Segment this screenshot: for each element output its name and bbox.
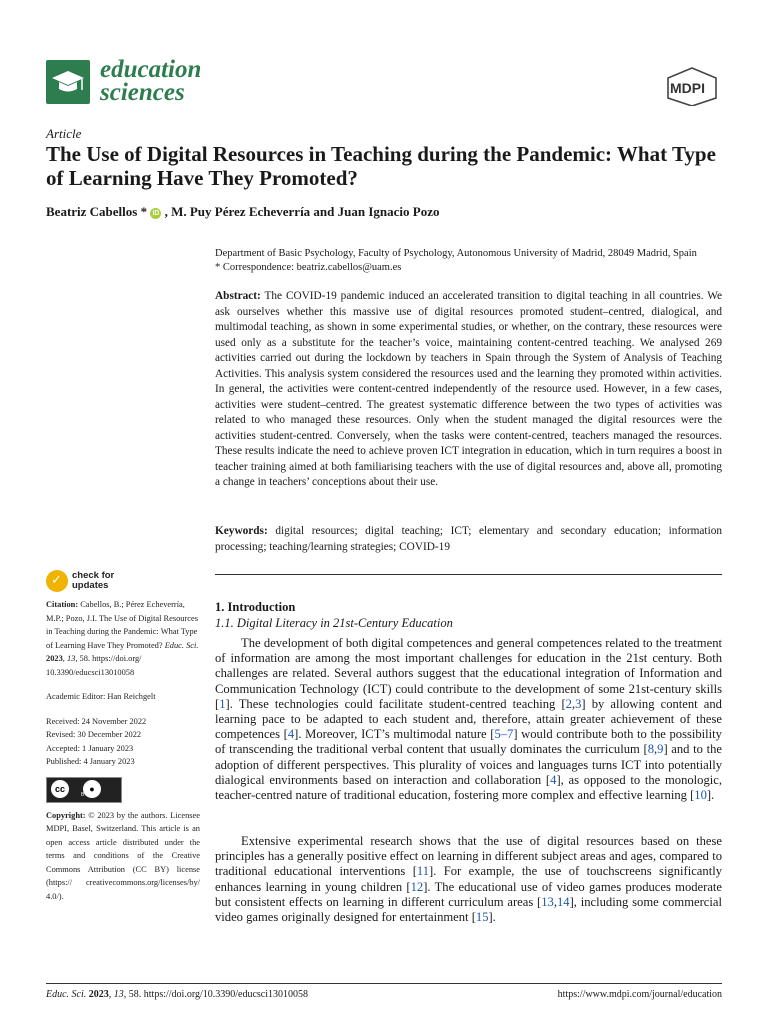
section-heading: 1. Introduction <box>215 600 296 614</box>
journal-name-line2: sciences <box>100 79 185 106</box>
reference-link[interactable]: 3 <box>575 696 582 711</box>
check-for-updates-button[interactable] <box>46 570 136 596</box>
abstract-text: The COVID-19 pandemic induced an accelerated transition to digital teaching in all countries. We ask ourselves whether this massive use of digital resources promoted student–centred, dialogical, and multimodal teaching, as shown in some experimental studies, or whether, on the contrary, these resources were used only as a substitute for the teacher’s voice, maintaining content-centred teaching. We analysed 269 activities carried out during the lockdown by teachers in Spain through the System of Analysis of Teaching Activities. This analysis system considered the resources used and the learning they promoted within activities. In general, the activities were content-centred independently of the resource used. However, in a few cases, activities were student–centred. The greatest systematic difference between the two types of activities was related to who managed these resources. Only when the student managed the digital resources were the activities student-centred. Conversely, when the tasks were content-centred, teachers managed the resources. These results indicate the need to achieve proven ICT integration in education, which in turn requires a boost in teacher training aimed at both familiarising teachers with the use of digital resources and, above all, promoting a change in teachers’ conceptions about their use. <box>215 290 722 488</box>
author-names-rest: , M. Puy Pérez Echeverría and Juan Ignacio Pozo <box>164 204 440 219</box>
reference-link[interactable]: 14 <box>557 894 570 909</box>
author-name: Beatriz Cabellos * <box>46 204 148 219</box>
accepted-date: Accepted: 1 January 2023 <box>46 743 134 753</box>
reference-link[interactable]: 1 <box>219 696 226 711</box>
check-updates-line2: updates <box>72 580 109 591</box>
subsection-heading: 1.1. Digital Literacy in 21st-Century Education <box>215 616 453 630</box>
sidebar <box>46 598 200 903</box>
revised-date: Revised: 30 December 2022 <box>46 730 142 739</box>
footer-doi-link[interactable]: , 58. https://doi.org/10.3390/educsci13010058 <box>123 989 309 1000</box>
affiliation: Department of Basic Psychology, Faculty of Psychology, Autonomous University of Madrid, 28049 Madrid, Spain <box>215 248 697 259</box>
received-date: Received: 24 November 2022 <box>46 716 147 726</box>
journal-logo[interactable] <box>46 58 226 108</box>
article-title: The Use of Digital Resources in Teaching during the Pandemic: What Type of Learning Have They Promoted? <box>46 142 716 190</box>
mdpi-logo[interactable] <box>664 66 720 106</box>
citation-year: 2023 <box>46 654 63 663</box>
affiliation-block <box>215 247 735 275</box>
footer-volume: 13 <box>113 989 124 1000</box>
reference-link[interactable]: 4 <box>550 772 557 787</box>
copyright <box>46 809 200 904</box>
divider <box>215 574 722 575</box>
citation-volume: 13 <box>66 654 76 663</box>
citation: Citation: Cabellos, B.; Pérez Echeverría, M.P.; Pozo, J.I. The Use of Digital Resources in Teaching during the Pandemic: What Type of Learning Have They Promoted? Educ. Sci. 2023, 13, 58. https://doi.org/ 10.3390/educsci13010058 <box>46 600 199 677</box>
copyright-label: Copyright: <box>46 810 86 820</box>
correspondence: * Correspondence: beatriz.cabellos@uam.es <box>215 262 402 273</box>
reference-link[interactable]: 8 <box>647 742 654 757</box>
keywords <box>215 524 722 555</box>
article-type: Article <box>46 126 82 141</box>
reference-link[interactable]: 5–7 <box>494 727 514 742</box>
reference-link[interactable]: 15 <box>475 910 489 925</box>
reference-link[interactable]: 12 <box>410 879 424 894</box>
cc-by-license-icon[interactable] <box>46 777 122 803</box>
copyright-text: © 2023 by the authors. Licensee MDPI, Basel, Switzerland. This article is an open access article distributed under the terms and conditions of the Creative Commons Attribution (CC BY) license (https:// creativecommons.org/licenses/by/ 4.0/). <box>46 810 200 901</box>
mdpi-text: MDPI <box>670 80 705 96</box>
footer-divider <box>46 983 722 984</box>
keywords-label: Keywords: <box>215 525 268 537</box>
reference-link[interactable]: 4 <box>287 727 295 742</box>
graduation-cap-icon <box>46 60 90 104</box>
footer-citation: Educ. Sci. 2023, 13, 58. https://doi.org/10.3390/educsci13010058 <box>46 989 309 1000</box>
by-label: BY <box>81 792 88 798</box>
reference-link[interactable]: 2 <box>565 696 572 711</box>
published-date: Published: 4 January 2023 <box>46 757 135 766</box>
body-paragraph: Extensive experimental research shows that the use of digital resources based on these principles has a generally positive effect on learning in different subject areas and ages, compared to traditional educational interventions [11]. For example, the use of touchscreens significantly enhances learning in young children [12]. The educational use of video games produces moderate but consistent effects on learning in different curriculum areas [13,14], including some commercial video games originally designed for entertainment [15]. <box>215 834 723 925</box>
check-updates-text <box>72 571 114 591</box>
academic-editor: Academic Editor: Han Reichgelt <box>46 692 156 701</box>
citation-doi[interactable]: , 58. https://doi.org/ 10.3390/educsci13010058 <box>46 654 142 677</box>
citation-text: Cabellos, B.; Pérez Echeverría, M.P.; Pozo, J.I. The Use of Digital Resources in Teaching during the Pandemic: What Type of Learning Have They Promoted? <box>46 600 198 650</box>
checkmark-icon: ✓ <box>46 570 68 592</box>
keywords-text: digital resources; digital teaching; ICT; elementary and secondary education; information processing; teaching/learning strategies; COVID-19 <box>215 525 723 553</box>
footer-year: 2023 <box>88 989 109 1000</box>
person-icon: ● <box>83 780 101 798</box>
journal-name <box>100 58 201 104</box>
footer-journal: Educ. Sci. <box>46 989 87 1000</box>
abstract-label: Abstract: <box>215 290 261 302</box>
reference-link[interactable]: 11 <box>416 864 430 879</box>
body-paragraph: The development of both digital competences and general competences related to the treatment of information are among the most important challenges for education in the 21st century. Both challenges are related. Several authors suggest that the educational integration of Information and Communication Technology (ICT) could contribute to the development of some 21st-century skills [1]. These technologies could facilitate student-centred teaching [2,3] by allowing content and learning pace to be adapted to each student and, therefore, attain greater achievement of these competences [4]. Moreover, ICT’s multimodal nature [5–7] would contribute both to the possibility of transcending the traditional verbal content that usually dominates the curriculum [8,9] and to the adoption of different perspectives. This plurality of voices and languages turns ICT into potentially dialogical environments based on interaction and collaboration [4], as opposed to the monologic, teacher-centred nature of traditional education, fostering more complex and effective learning [10]. <box>215 636 723 803</box>
check-updates-line1: check for <box>72 570 115 581</box>
reference-link[interactable]: 13 <box>541 894 554 909</box>
author-list <box>46 204 440 220</box>
orcid-icon[interactable]: iD <box>152 209 160 217</box>
reference-link[interactable]: 10 <box>694 788 707 803</box>
journal-name-line1: education <box>100 56 202 83</box>
footer-journal-url[interactable]: https://www.mdpi.com/journal/education <box>557 989 722 1000</box>
cc-icon: cc <box>51 780 69 798</box>
citation-label: Citation: <box>46 600 79 609</box>
reference-link[interactable]: 9 <box>657 742 664 757</box>
abstract <box>215 289 722 491</box>
citation-journal: Educ. Sci. <box>164 640 199 650</box>
